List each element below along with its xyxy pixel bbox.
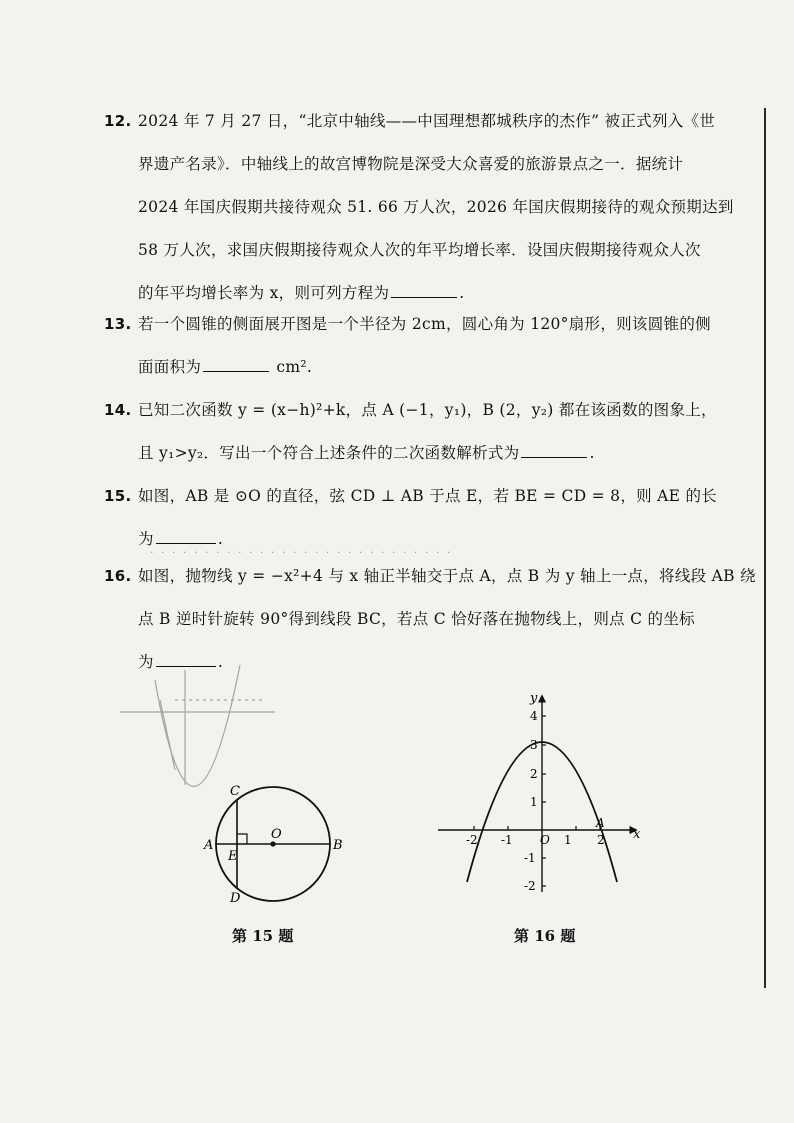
bleed-through-sketch <box>115 660 285 790</box>
question-14: 14. 已知二次函数 y = (x−h)²+k，点 A (−1，y₁)，B (2，y₂) 都在该函数的图象上， 且 y₁>y₂．写出一个符合上述条件的二次函数解析式为 . <box>104 389 744 475</box>
point-a-label: A <box>596 816 605 830</box>
q14-line-2: 且 y₁>y₂．写出一个符合上述条件的二次函数解析式为 <box>138 444 520 462</box>
y-tick-2: 2 <box>530 767 538 781</box>
q16-line-3: 为 <box>138 653 154 671</box>
question-number: 13. <box>104 315 132 333</box>
right-angle-mark <box>237 834 247 844</box>
question-16: 16. 如图，抛物线 y = −x²+4 与 x 轴正半轴交于点 A，点 B 为 y 轴上一点，将线段 AB 绕 点 B 逆时针旋转 90°得到线段 BC，若点 C 恰好落在抛物线上，则点 C 的坐标 为 . <box>104 555 744 684</box>
x-tick-1: 1 <box>564 833 572 847</box>
origin-label: O <box>540 833 550 847</box>
x-tick-2: 2 <box>597 833 605 847</box>
q12-line-2: 界遗产名录》．中轴线上的故宫博物院是深受大众喜爱的旅游景点之一．据统计 <box>138 155 684 173</box>
label-c: C <box>230 784 240 799</box>
label-d: D <box>230 891 241 906</box>
answer-blank[interactable] <box>203 357 269 372</box>
figure-15-caption: 第 15 题 <box>232 927 294 945</box>
y-tick-neg2: -2 <box>524 879 536 893</box>
question-number: 15. <box>104 487 132 505</box>
page-edge-line <box>764 108 766 988</box>
y-tick-neg1: -1 <box>524 851 536 865</box>
question-number: 12. <box>104 112 132 130</box>
q13-line-1: 若一个圆锥的侧面展开图是一个半径为 2cm，圆心角为 120°扇形，则该圆锥的侧 <box>138 315 711 333</box>
answer-blank[interactable] <box>391 283 457 298</box>
question-number: 16. <box>104 567 132 585</box>
bleed-through-text: · · · · · · · · · · · · · · · · · · · · · · · · · · · · <box>150 546 453 559</box>
q13-line-2: 面面积为 <box>138 358 202 376</box>
label-a: A <box>204 838 214 853</box>
q16-line-1: 如图，抛物线 y = −x²+4 与 x 轴正半轴交于点 A，点 B 为 y 轴上一点，将线段 AB 绕 <box>138 567 756 585</box>
y-tick-3: 3 <box>530 738 538 752</box>
label-b: B <box>333 838 343 853</box>
question-number: 14. <box>104 401 132 419</box>
q15-line-2: 为 <box>138 530 154 548</box>
q12-line-5: 的年平均增长率为 x，则可列方程为 <box>138 284 390 302</box>
figure-15-circle <box>200 778 350 918</box>
q16-line-2: 点 B 逆时针旋转 90°得到线段 BC，若点 C 恰好落在抛物线上，则点 C 的坐标 <box>138 610 695 628</box>
question-12: 12. 2024 年 7 月 27 日，“北京中轴线——中国理想都城秩序的杰作” 被正式列入《世 界遗产名录》．中轴线上的故宫博物院是深受大众喜爱的旅游景点之一．据统计 2024 年国庆假期共接待观众 51. 66 万人次，2026 年国庆假期接待的观众预期达到 58 万人次，求国庆假期接待观众人次的年平均增长率．设国庆假期接待观众人次 的年平均增长率为 x，则可列方程为 . <box>104 100 744 315</box>
q12-line-3: 2024 年国庆假期共接待观众 51. 66 万人次，2026 年国庆假期接待的观众预期达到 <box>138 198 734 216</box>
answer-blank[interactable] <box>156 529 216 544</box>
q12-line-4: 58 万人次，求国庆假期接待观众人次的年平均增长率．设国庆假期接待观众人次 <box>138 241 701 259</box>
x-tick-neg2: -2 <box>466 833 478 847</box>
center-point <box>270 841 275 846</box>
x-tick-neg1: -1 <box>501 833 513 847</box>
question-13: 13. 若一个圆锥的侧面展开图是一个半径为 2cm，圆心角为 120°扇形，则该圆锥的侧 面面积为 cm². <box>104 303 744 389</box>
q14-line-1: 已知二次函数 y = (x−h)²+k，点 A (−1，y₁)，B (2，y₂) 都在该函数的图象上， <box>138 401 717 419</box>
q12-line-1: 2024 年 7 月 27 日，“北京中轴线——中国理想都城秩序的杰作” 被正式列入《世 <box>138 112 716 130</box>
label-o: O <box>271 827 282 842</box>
x-axis-label: x <box>633 827 641 842</box>
answer-blank[interactable] <box>521 443 587 458</box>
label-e: E <box>228 849 238 864</box>
question-15: 15. 如图，AB 是 ⊙O 的直径，弦 CD ⊥ AB 于点 E，若 BE = CD = 8，则 AE 的长 为 . <box>104 475 744 561</box>
y-axis-label: y <box>530 691 538 706</box>
y-tick-4: 4 <box>530 709 538 723</box>
figure-16-caption: 第 16 题 <box>514 927 576 945</box>
y-tick-1: 1 <box>530 795 538 809</box>
figure-16-parabola <box>430 690 650 900</box>
q15-line-1: 如图，AB 是 ⊙O 的直径，弦 CD ⊥ AB 于点 E，若 BE = CD = 8，则 AE 的长 <box>138 487 718 505</box>
